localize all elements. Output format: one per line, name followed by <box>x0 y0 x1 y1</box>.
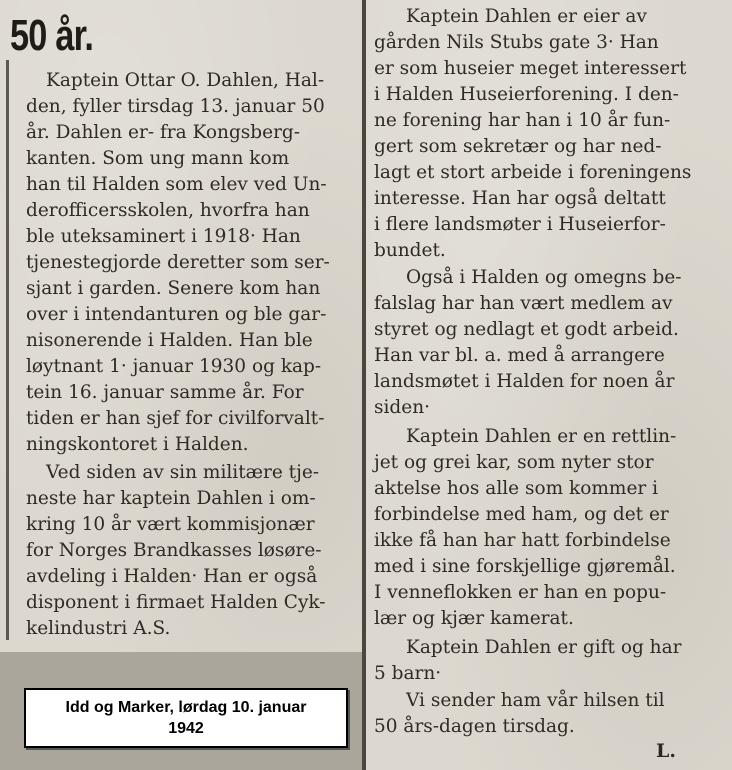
text-line: ikke få han har hatt forbindelse <box>374 530 671 551</box>
text-line: gert som sekretær og har ned- <box>374 136 662 157</box>
text-line: disponent i firmaet Halden Cyk- <box>26 592 326 613</box>
column-divider <box>362 0 366 770</box>
text-line: med i sine forskjellige gjøremål. <box>374 556 676 577</box>
text-line: nisonerende i Halden. Han ble <box>26 330 313 351</box>
article-heading: 50 år. <box>10 11 94 60</box>
text-line: landsmøtet i Halden for noen år <box>374 371 675 392</box>
text-line: i Halden Huseierforening. I den- <box>374 84 679 105</box>
text-line: han til Halden som elev ved Un- <box>26 174 327 195</box>
text-line: falslag har han vært medlem av <box>374 293 673 314</box>
text-line: jet og grei kar, som nyter stor <box>374 452 654 473</box>
text-line: Kaptein Dahlen er en rettlin- <box>406 426 677 447</box>
text-line: siden· <box>374 397 430 418</box>
text-line: ne forening har han i 10 år fun- <box>374 110 671 131</box>
text-line: Også i Halden og omegns be- <box>406 267 682 288</box>
text-line: avdeling i Halden· Han er også <box>26 566 318 587</box>
text-line: i flere landsmøter i Huseierfor- <box>374 214 666 235</box>
text-line: lagt et stort arbeide i foreningens <box>374 162 692 183</box>
text-line: neste har kaptein Dahlen i om- <box>26 488 316 509</box>
text-line: er som huseier meget interessert <box>374 58 687 79</box>
source-caption <box>24 688 348 748</box>
caption-line: 1942 <box>168 720 204 737</box>
text-line: kanten. Som ung mann kom <box>26 148 290 169</box>
text-line: den, fyller tirsdag 13. januar 50 <box>26 96 325 117</box>
text-line: ningskontoret i Halden. <box>26 434 249 455</box>
text-line: sjant i garden. Senere kom han <box>26 278 321 299</box>
text-line: 50 års-dagen tirsdag. <box>374 716 575 737</box>
text-line: lær og kjær kamerat. <box>374 608 574 629</box>
column-rule <box>6 60 9 640</box>
text-line: Kaptein Dahlen er gift og har <box>406 637 682 658</box>
text-line: over i intendanturen og ble gar- <box>26 304 327 325</box>
text-line: 5 barn· <box>374 663 442 684</box>
text-line: løytnant 1· januar 1930 og kap- <box>26 356 322 377</box>
text-line: Kaptein Dahlen er eier av <box>406 6 647 27</box>
text-line: Han var bl. a. med å arrangere <box>374 345 665 366</box>
text-line: forbindelse med ham, og det er <box>374 504 669 525</box>
text-line: ble uteksaminert i 1918· Han <box>26 226 301 247</box>
text-line: tein 16. januar samme år. For <box>26 382 304 403</box>
text-line: bundet. <box>374 240 446 261</box>
text-line: gården Nils Stubs gate 3· Han <box>374 32 659 53</box>
text-line: derofficersskolen, hvorfra han <box>26 200 310 221</box>
text-line: Vi sender ham vår hilsen til <box>406 690 665 711</box>
text-line: interesse. Han har også deltatt <box>374 188 666 209</box>
text-line: tjenestegjorde deretter som ser- <box>26 252 330 273</box>
text-line: styret og nedlagt et godt arbeid. <box>374 319 679 340</box>
text-line: for Norges Brandkasses løsøre- <box>26 540 322 561</box>
text-line: tiden er han sjef for civilforvalt- <box>26 408 325 429</box>
text-line: kelindustri A.S. <box>26 618 171 639</box>
text-line: I venneflokken er han en popu- <box>374 582 667 603</box>
author-signature: L. <box>656 740 676 762</box>
text-line: år. Dahlen er- fra Kongsberg- <box>26 122 301 143</box>
text-line: aktelse hos alle som kommer i <box>374 478 659 499</box>
text-line: Kaptein Ottar O. Dahlen, Hal- <box>46 70 325 91</box>
text-line: Ved siden av sin militære tje- <box>46 462 320 483</box>
caption-line: Idd og Marker, lørdag 10. januar <box>65 699 307 716</box>
text-line: kring 10 år vært kommisjonær <box>26 514 315 535</box>
